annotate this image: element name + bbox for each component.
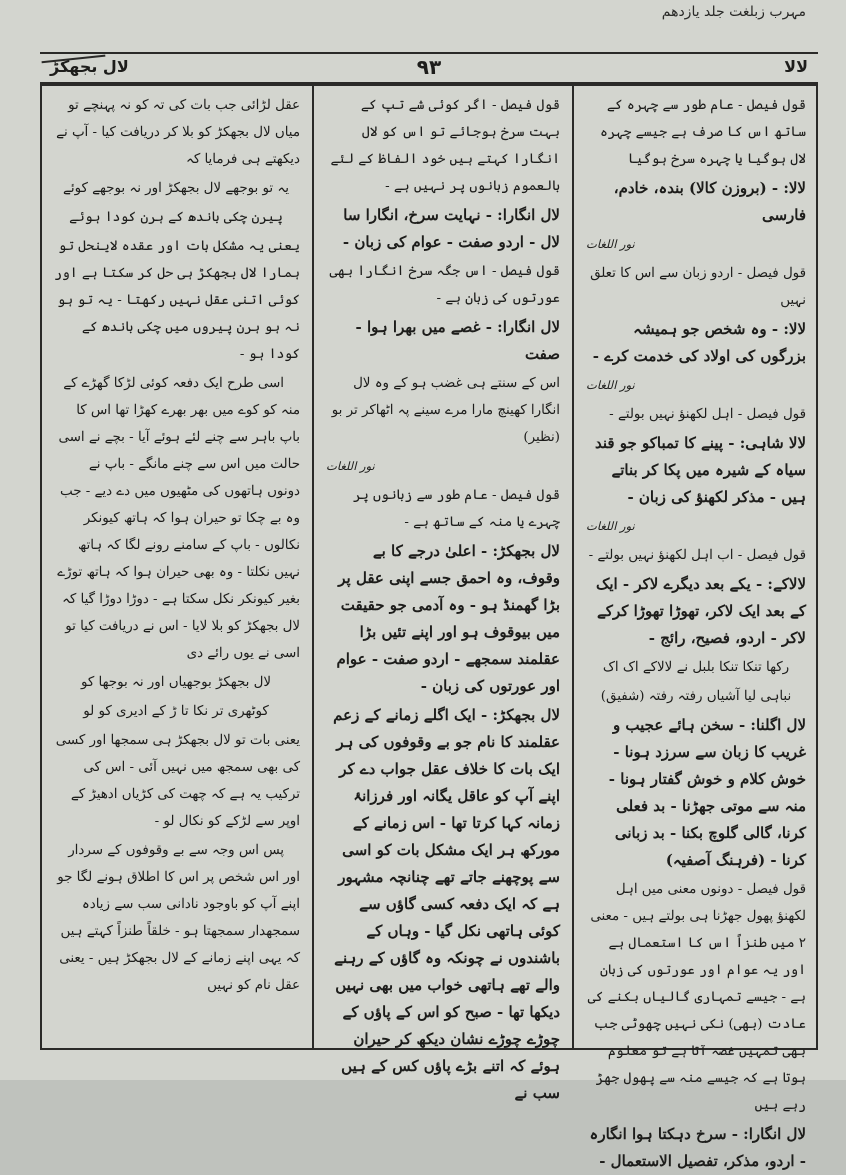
entry-headword: لال بجھکڑ: - اعلیٰ درجے کا بے وقوف، وہ احمق جسے اپنی عقل پر بڑا گھمنڈ ہو - وہ آدمی جو حقیقت میں بیوقوف ہو اور اپنے تئیں بڑا عقلمند سمجھے - اردو صفت - عوام اور عورتوں کی زبان - <box>336 542 560 695</box>
entry-headword: لالا: - وہ شخص جو ہمیشہ بزرگوں کی اولاد کی خدمت کرے - <box>592 320 806 365</box>
header-right-title: لالا <box>784 57 808 76</box>
entry-paragraph: اسی طرح ایک دفعہ کوئی لڑکا گھڑے کے منہ کو کوے میں بھر بھرے کھڑا تھا اس کا باپ باہر سے چنے لئے ہوئے آیا - بچے نے اسی حالت میں اس سے چنے مانگے - باپ نے دونوں ہاتھوں کی مٹھیوں میں دے دیے - جب وہ بے چکا تو حیران ہوا کہ ہاتھ کیونکر نکالوں - باپ کے سامنے رونے لگا کہ ہاتھ نہیں نکلتا - وہ بھی حیران ہوا کہ ہاتھ توڑے بغیر کیونکر نکل سکتا ہے - دوڑا دوڑا گیا کہ لال بجھکڑ کو بلا لایا - اس نے دریافت کیا تو اسی نے یوں رائے دی <box>57 376 300 661</box>
entry-paragraph: قول فیصل - اگر کوئی شے تپ کے بہت سرخ ہوجائے تو اس کو لال انگارا کہتے ہیں خود الفاظ کے لئے بالعموم زبانوں پر نہیں ہے - <box>330 98 560 194</box>
entry-paragraph: قول فیصل - اردو زبان سے اس کا تعلق نہیں <box>590 266 806 308</box>
entry-headword: لال اگلنا: - سخن ہائے عجیب و غریب کا زبان سے سرزد ہونا - خوش کلام و خوش گفتار ہونا - منہ سے موتی جھڑنا - بد فعلی کرنا، گالی گلوچ بکنا - بد زبانی کرنا - (فرہنگ آصفیہ) <box>608 716 806 869</box>
source-citation: نور اللغات <box>586 519 635 533</box>
entry-headword: لالاکے: - یکے بعد دیگرے لاکر - ایک کے بعد ایک لاکر، تھوڑا تھوڑا کرکے لاکر - اردو، فصیح، رائج - <box>595 575 806 647</box>
verse-line: پیرن چکی باندھ کے ہرن کودا ہوئے <box>69 210 283 225</box>
verse-line: یہ تو بوجھے لال بجھکڑ اور نہ بوجھے کوئے <box>63 181 289 196</box>
running-header <box>40 52 818 86</box>
entry-headword: لال انگارا: - سرخ دہکتا ہوا انگارہ - اردو، مذکر، تفصیل الاستعمال - <box>589 1125 806 1170</box>
column-right <box>574 82 818 1170</box>
source-citation: نور اللغات <box>586 378 635 392</box>
entry-headword: لال انگارا: - نہایت سرخ، انگارا سا لال - اردو صفت - عوام کی زبان - <box>342 206 560 251</box>
entry-paragraph: قول فیصل - اب اہل لکھنؤ نہیں بولتے - <box>588 548 806 563</box>
column-left <box>40 82 312 1050</box>
entry-paragraph: قول فیصل - عام طور سے زبانوں پر چہرے یا منہ کے ساتھ ہے - <box>353 488 560 530</box>
book-title-note: مہرب زبلغت جلد یازدھم <box>661 4 806 20</box>
source-citation: نور اللغات <box>326 459 375 473</box>
verse-line: کوٹھری تر نکا تا ڑ کے ادیری کو لو <box>83 704 269 719</box>
entry-headword: لالا شاہی: - پینے کا تمباکو جو قند سیاہ کے شیرہ میں پکا کر بناتے ہیں - مذکر لکھنؤ کی زبان - <box>594 434 806 506</box>
page-number: ۹۳ <box>416 55 442 79</box>
source-citation: نور اللغات <box>586 237 635 251</box>
entry-headword: لالا: - (بروزن کالا) بندہ، خادم، فارسی <box>613 179 806 224</box>
verse-line: نباہی لیا آشیاں رفتہ رفتہ (شفیق) <box>600 689 792 704</box>
entry-paragraph: اس کے سنتے ہی غضب ہو کے وہ لال انگارا کھینچ مارا مرے سینے پہ اٹھاکر تر بو (نظیر) <box>331 376 560 445</box>
verse-line: لال بجھکڑ بوجھیاں اور نہ بوجھا کو <box>81 675 271 690</box>
entry-headword: لال بجھکڑ: - ایک اگلے زمانے کے زعم عقلمند کا نام جو بے وقوفوں کی ہر ایک بات کا خلاف عقل جواب دے کر اپنے آپ کو عاقل یگانہ اور فرزانۂ زمانہ کہا کرتا تھا - اس زمانے کے مورکھ ہر ایک مشکل بات کو اسی سے پوچھنے جاتے تھے چنانچہ مشہور ہے کہ ایک دفعہ کسی گاؤں سے کوئی ہاتھی نکل گیا - وہاں کے باشندوں نے چونکہ وہ گاؤں کے رہنے والے تھے ہاتھی خواب میں بھی نہیں دیکھا تھا - صبح کو اس کے پاؤں کے چوڑے چوڑے نشان دیکھ کر حیران ہوئے کہ اتنے بڑے پاؤں کس کے ہیں سب نے <box>333 706 560 1102</box>
entry-paragraph: عقل لڑائی جب بات کی تہ کو نہ پہنچے تو میاں لال بجھکڑ کو بلا کر دریافت کیا - آپ نے دیکھتے ہی فرمایا کہ <box>56 98 300 167</box>
entry-paragraph: پس اس وجہ سے بے وقوفوں کے سردار اور اس شخص پر اس کا اطلاق ہونے لگا جو اپنے آپ کو باوجود نادانی سب سے زیادہ سمجھدار سمجھتا ہو - خلقاً طنزاً کہتے ہیں کہ یہی اپنے زمانے کے لال بجھکڑ ہیں - یعنی عقل نام کو نہیں <box>57 843 300 993</box>
verse-line: رکھا تنکا تنکا بلبل نے لالاکے اک اک <box>602 660 790 675</box>
entry-paragraph: قول فیصل - اس جگہ سرخ انگارا بھی عورتوں کی زبان ہے - <box>329 264 560 306</box>
entry-paragraph: قول فیصل - عام طور سے چہرہ کے ساتھ اس کا صرف ہے جیسے چہرہ لال ہوگیا یا چہرہ سرخ ہوگیا <box>600 98 806 167</box>
column-middle <box>312 82 574 1102</box>
entry-paragraph: یعنی یہ مشکل بات اور عقدہ لاینحل تو ہمارا لال بجھکڑ ہی حل کر سکتا ہے اور کوئی اتنی عقل نہیں رکھتا - یہ تو ہو نہ ہو ہرن پیروں میں چکی باندھ کے کودا ہو - <box>54 239 300 362</box>
entry-headword: لال انگارا: - غصے میں بھرا ہوا - صفت <box>355 318 560 363</box>
entry-paragraph: یعنی بات تو لال بجھکڑ ہی سمجھا اور کسی کی بھی سمجھ میں نہیں آئی - اس کی ترکیب یہ ہے کہ چھت کی کڑیاں ادھیڑ کے اوپر سے لڑکے کو نکال لو - <box>55 733 300 829</box>
entry-paragraph: قول فیصل - اہل لکھنؤ نہیں بولتے - <box>609 407 806 422</box>
header-left-title: لال بجھکڑ <box>50 57 129 76</box>
entry-paragraph: قول فیصل - دونوں معنی میں اہل لکھنؤ پھول جھڑنا ہی بولتے ہیں - معنی ۲ میں طنزاً اس کا استعمال ہے اور یہ عوام اور عورتوں کی زبان ہے - جیسے تمہاری گالیاں بکنے کی عادت (بھی) نکی نہیں چھوٹی جب بھی تمہیں غصہ آتا ہے تو معلوم ہوتا ہے کہ جیسے منہ سے پھول جھڑ رہے ہیں <box>587 882 806 1113</box>
